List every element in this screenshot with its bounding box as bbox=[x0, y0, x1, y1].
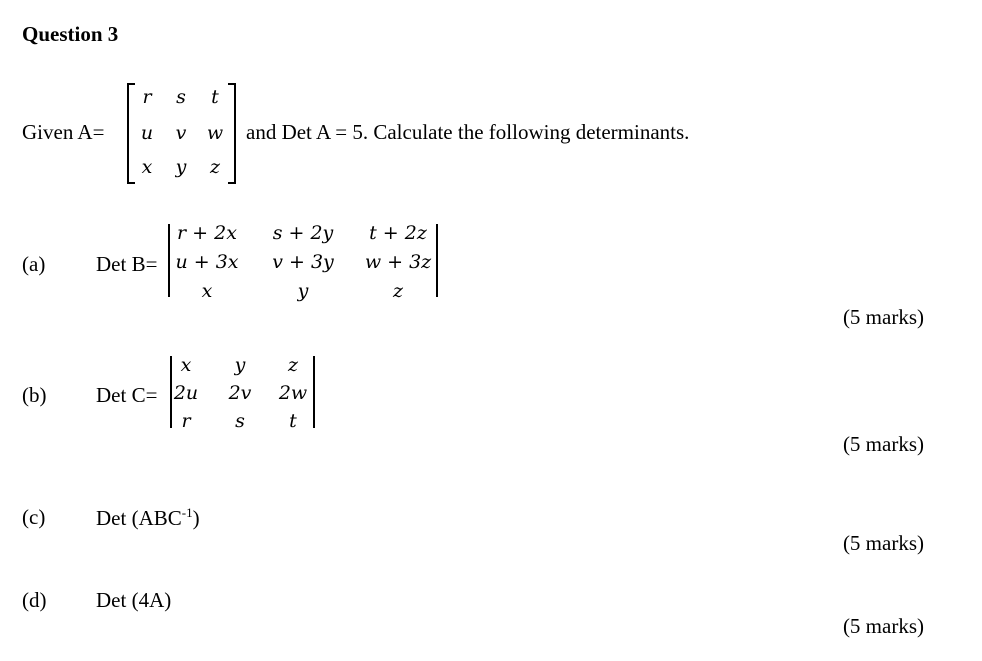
det-cell: s + 2y bbox=[272, 222, 334, 244]
det-cell: z bbox=[287, 354, 299, 376]
part-d-marks: (5 marks) bbox=[842, 614, 924, 638]
matrix-cell: y bbox=[175, 156, 187, 178]
matrix-cell: t bbox=[211, 86, 219, 108]
matrix-cell: x bbox=[141, 156, 153, 178]
det-cell: v + 3y bbox=[272, 251, 334, 273]
part-d-text: Det (4A) bbox=[96, 588, 172, 612]
det-cell: x bbox=[201, 280, 213, 302]
intro-text: and Det A = 5. Calculate the following determinants. bbox=[246, 120, 690, 144]
part-c-expression bbox=[96, 505, 200, 531]
det-cell: 2w bbox=[278, 382, 308, 404]
det-cell: t + 2z bbox=[369, 222, 427, 244]
matrix-cell: w bbox=[206, 122, 224, 144]
right-bracket-top bbox=[228, 83, 236, 85]
det-cell: r bbox=[181, 410, 191, 432]
det-cell: 2v bbox=[228, 382, 252, 404]
part-b-prefix: Det C= bbox=[96, 383, 158, 407]
question-title: Question 3 bbox=[22, 22, 119, 46]
part-c-text: Det (ABC bbox=[96, 506, 182, 530]
det-cell: w + 3z bbox=[364, 251, 432, 273]
part-b-label: (b) bbox=[22, 383, 47, 407]
part-c-label: (c) bbox=[22, 505, 46, 529]
part-a-prefix: Det B= bbox=[96, 252, 158, 276]
det-cell: x bbox=[180, 354, 192, 376]
left-bracket-bottom bbox=[127, 182, 135, 184]
left-bracket bbox=[127, 83, 129, 184]
part-b-marks: (5 marks) bbox=[842, 432, 924, 456]
det-cell: s bbox=[235, 410, 245, 432]
det-cell: u + 3x bbox=[175, 251, 239, 273]
given-label: Given A= bbox=[22, 120, 105, 144]
matrix-cell: s bbox=[176, 86, 186, 108]
part-c-superscript: -1 bbox=[181, 505, 193, 520]
matrix-cell: u bbox=[140, 122, 154, 144]
left-bar bbox=[170, 356, 172, 428]
matrix-cell: r bbox=[142, 86, 152, 108]
matrix-cell: v bbox=[175, 122, 187, 144]
right-bracket bbox=[234, 83, 236, 184]
part-c-close: ) bbox=[192, 506, 200, 530]
part-d-label: (d) bbox=[22, 588, 47, 612]
left-bracket-top bbox=[127, 83, 135, 85]
part-c-marks: (5 marks) bbox=[842, 531, 924, 555]
det-cell: t bbox=[289, 410, 297, 432]
det-cell: z bbox=[392, 280, 404, 302]
part-a-label: (a) bbox=[22, 252, 46, 276]
right-bar bbox=[313, 356, 315, 428]
right-bar bbox=[436, 224, 438, 297]
right-bracket-bottom bbox=[228, 182, 236, 184]
det-cell: 2u bbox=[173, 382, 199, 404]
part-a-marks: (5 marks) bbox=[842, 305, 924, 329]
det-cell: y bbox=[297, 280, 309, 302]
det-cell: r + 2x bbox=[177, 222, 237, 244]
left-bar bbox=[168, 224, 170, 297]
det-cell: y bbox=[234, 354, 246, 376]
matrix-cell: z bbox=[209, 156, 221, 178]
